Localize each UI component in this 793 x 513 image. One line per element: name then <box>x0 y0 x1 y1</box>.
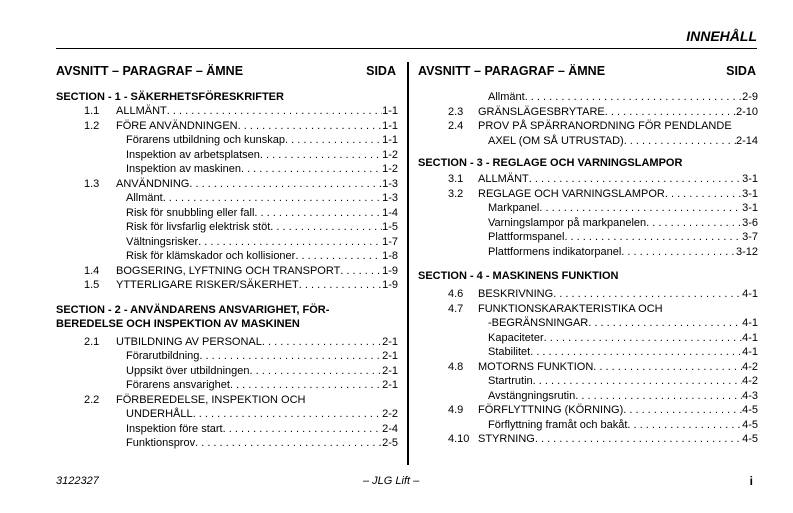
entry-title: Risk för snubbling eller fall <box>126 206 255 219</box>
toc-entry[interactable] <box>418 105 758 120</box>
toc-entry[interactable] <box>418 418 758 433</box>
page-title: INNEHÅLL <box>686 28 757 44</box>
toc-entry[interactable] <box>418 230 758 245</box>
entry-page: 1-2 <box>382 148 398 161</box>
dot-leader <box>250 364 383 379</box>
entry-page: 2-14 <box>735 134 758 147</box>
entry-title: Kapaciteter <box>488 331 544 344</box>
toc-entry[interactable] <box>418 432 758 447</box>
dot-leader <box>530 345 742 360</box>
entry-page: 1-7 <box>382 235 398 248</box>
dot-leader <box>241 162 382 177</box>
toc-entry[interactable] <box>418 201 758 216</box>
entry-title: GRÄNSLÄGESBRYTARE <box>478 105 605 118</box>
entry-page: 3-1 <box>742 187 758 200</box>
dot-leader <box>260 148 382 163</box>
dot-leader <box>544 331 742 346</box>
entry-number: 1.1 <box>84 105 100 117</box>
entry-title: Uppsikt över utbildningen <box>126 364 250 377</box>
entry-number <box>56 249 126 264</box>
dot-leader <box>223 422 382 437</box>
toc-entry[interactable] <box>56 278 398 293</box>
entry-number: 3.1 <box>448 173 464 185</box>
toc-entry-2-4-continued <box>418 134 758 149</box>
entry-page: 1-2 <box>382 163 398 175</box>
toc-entry[interactable] <box>56 422 398 437</box>
dot-leader <box>665 187 742 202</box>
entry-page: 4-5 <box>742 404 758 416</box>
entry-page: 1-4 <box>382 206 398 219</box>
dot-leader <box>627 418 742 433</box>
toc-entry[interactable] <box>418 134 758 149</box>
entry-page: 2-5 <box>382 437 398 449</box>
entry-title: Risk för livsfarlig elektrisk stöt <box>126 221 271 233</box>
dot-leader <box>535 432 742 447</box>
toc-entry[interactable] <box>56 206 398 221</box>
section-3-entries <box>418 172 758 259</box>
toc-entry[interactable] <box>418 374 758 389</box>
entry-page: 1-9 <box>382 279 398 291</box>
entry-number <box>418 230 488 245</box>
dot-leader <box>167 104 382 119</box>
entry-title: Varningslampor på markpanelen <box>488 216 647 229</box>
dot-leader <box>564 230 742 245</box>
toc-entry[interactable] <box>56 162 398 177</box>
entry-title: REGLAGE OCH VARNINGSLAMPOR <box>478 187 665 200</box>
header-rule <box>56 48 757 49</box>
section-3-title: SECTION - 3 - REGLAGE OCH VARNINGSLAMPOR <box>418 157 683 169</box>
entry-number <box>418 374 488 389</box>
entry-number <box>418 216 488 231</box>
entry-number: 2.4 <box>448 120 464 132</box>
entry-title: FÖRE ANVÄNDNINGEN <box>116 119 238 132</box>
toc-right-column <box>418 64 758 447</box>
entry-page: 4-2 <box>742 375 758 387</box>
toc-entry-4-7[interactable] <box>418 302 758 317</box>
entry-page: 4-1 <box>742 331 758 344</box>
entry-page: 1-1 <box>382 119 398 132</box>
footer-brand: – JLG Lift – <box>363 475 420 487</box>
entry-number <box>56 436 126 451</box>
section-2-entries-b <box>56 407 398 451</box>
entry-title: FUNKTIONSKARAKTERISTIKA OCH <box>478 302 663 315</box>
entry-title: Avstängningsrutin <box>488 389 576 402</box>
dot-leader <box>588 316 742 331</box>
entry-page: 4-3 <box>742 389 758 402</box>
toc-entry[interactable] <box>418 331 758 346</box>
entry-number: 4.10 <box>448 433 470 445</box>
dot-leader <box>199 349 382 364</box>
dot-leader <box>621 245 736 260</box>
dot-leader <box>238 119 382 134</box>
section-2-entries-a <box>56 335 398 393</box>
entry-number: 3.2 <box>448 187 464 200</box>
entry-title: STYRNING <box>478 433 535 445</box>
entry-title: Risk för klämskador och kollisioner <box>126 250 296 262</box>
entry-number <box>56 364 126 379</box>
entry-title: Inspektion av arbetsplatsen <box>126 148 260 161</box>
entry-page: 1-8 <box>382 250 398 262</box>
section-4-entries-a <box>418 287 758 302</box>
dot-leader <box>624 134 736 149</box>
entry-page: 2-9 <box>742 91 758 103</box>
toc-entry[interactable] <box>56 407 398 422</box>
toc-left-column <box>56 64 398 451</box>
entry-title: AXEL (OM SÅ UTRUSTAD) <box>488 134 624 147</box>
entry-title: Funktionsprov <box>126 437 196 449</box>
entry-title: FÖRFLYTTNING (KÖRNING) <box>478 404 624 416</box>
entry-number: 2.1 <box>84 335 100 348</box>
entry-title: Förarens ansvarighet <box>126 379 230 391</box>
entry-page: 3-12 <box>735 245 758 258</box>
dot-leader <box>189 177 382 192</box>
entry-number <box>56 162 126 177</box>
entry-number <box>56 349 126 364</box>
entry-title: Förarutbildning <box>126 350 200 362</box>
dot-leader <box>262 335 382 350</box>
entry-number <box>418 331 488 346</box>
entry-page: 3-1 <box>742 202 758 214</box>
entry-number <box>418 201 488 216</box>
section-1-title: SECTION - 1 - SÄKERHETSFÖRESKRIFTER <box>56 91 284 103</box>
dot-leader <box>254 206 382 221</box>
entry-number: 4.9 <box>448 404 464 416</box>
entry-page: 3-6 <box>742 216 758 229</box>
dot-leader <box>340 264 382 279</box>
entry-number: 1.5 <box>84 279 100 291</box>
dot-leader <box>605 105 736 120</box>
toc-entry[interactable] <box>56 335 398 350</box>
dot-leader <box>593 360 742 375</box>
heading-page-label: SIDA <box>366 64 396 78</box>
toc-entry[interactable] <box>56 220 398 235</box>
dot-leader <box>198 235 382 250</box>
section-2-title-line2: BEREDELSE OCH INSPEKTION AV MASKINEN <box>56 317 300 330</box>
toc-entry[interactable] <box>56 249 398 264</box>
toc-entry[interactable] <box>418 287 758 302</box>
entry-number <box>56 206 126 221</box>
entry-title: BOGSERING, LYFTNING OCH TRANSPORT <box>116 264 341 277</box>
entry-number <box>56 235 126 250</box>
entry-page: 2-2 <box>382 408 398 420</box>
entry-number: 4.8 <box>448 360 464 373</box>
document-number: 3122327 <box>56 475 99 487</box>
entry-number <box>418 134 488 149</box>
entry-title: ALLMÄNT <box>478 173 529 185</box>
entry-title: Allmänt <box>488 91 525 103</box>
entry-number <box>418 389 488 404</box>
entry-number <box>418 90 488 105</box>
entry-page: 4-5 <box>742 418 758 431</box>
entry-page: 4-1 <box>742 346 758 358</box>
entry-title: UNDERHÅLL <box>126 408 193 420</box>
section-1-entries <box>56 104 398 293</box>
entry-title: YTTERLIGARE RISKER/SÄKERHET <box>116 279 299 291</box>
entry-number <box>418 245 488 260</box>
entry-page: 4-2 <box>742 360 758 373</box>
entry-title: Förarens utbildning och kunskap <box>126 134 285 146</box>
toc-entry[interactable] <box>418 245 758 260</box>
toc-entry[interactable] <box>418 216 758 231</box>
dot-leader <box>539 201 742 216</box>
section-2-title-line1: SECTION - 2 - ANVÄNDARENS ANSVARIGHET, FÖR- <box>56 303 330 316</box>
entry-page: 2-1 <box>382 350 398 362</box>
entry-number: 2.2 <box>84 393 100 406</box>
entry-number: 1.2 <box>84 119 100 132</box>
heading-section-label: AVSNITT – PARAGRAF – ÄMNE <box>418 64 606 78</box>
section-2-continued-entries <box>418 90 758 119</box>
entry-page: 1-9 <box>382 264 398 277</box>
entry-number <box>56 378 126 393</box>
section-4-entries-b <box>418 316 758 447</box>
entry-page: 1-1 <box>382 105 398 117</box>
entry-number <box>56 407 126 422</box>
toc-entry[interactable] <box>56 104 398 119</box>
dot-leader <box>163 191 382 206</box>
entry-number <box>56 133 126 148</box>
dot-leader <box>533 374 742 389</box>
entry-page: 4-1 <box>742 317 758 329</box>
toc-entry[interactable] <box>56 119 398 134</box>
entry-title: Förflyttning framåt och bakåt <box>488 418 628 431</box>
dot-leader <box>529 172 742 187</box>
entry-number: 2.3 <box>448 105 464 118</box>
entry-number <box>418 418 488 433</box>
entry-title: ALLMÄNT <box>116 105 167 117</box>
entry-title: Vältningsrisker <box>126 235 199 248</box>
entry-page: 2-1 <box>382 364 398 377</box>
toc-entry-2-2[interactable] <box>56 393 398 408</box>
entry-page: 3-1 <box>742 173 758 185</box>
dot-leader <box>575 389 742 404</box>
entry-title: Stabilitet <box>488 346 531 358</box>
entry-title: Startrutin <box>488 375 533 387</box>
entry-title: ANVÄNDNING <box>116 177 190 190</box>
entry-page: 2-1 <box>382 379 398 391</box>
entry-number: 1.4 <box>84 264 100 277</box>
dot-leader <box>285 133 382 148</box>
toc-entry[interactable] <box>418 316 758 331</box>
entry-title: Inspektion före start <box>126 422 223 435</box>
entry-page: 2-10 <box>735 105 758 118</box>
entry-number <box>56 220 126 235</box>
entry-page: 1-3 <box>382 177 398 190</box>
dot-leader <box>525 90 742 105</box>
entry-title: Markpanel <box>488 202 540 214</box>
toc-entry[interactable] <box>418 389 758 404</box>
toc-entry[interactable] <box>56 378 398 393</box>
dot-leader <box>299 278 382 293</box>
entry-title: -BEGRÄNSNINGAR <box>488 317 589 329</box>
toc-entry[interactable] <box>418 172 758 187</box>
toc-entry[interactable] <box>418 403 758 418</box>
entry-title: BESKRIVNING <box>478 288 554 300</box>
toc-entry-2-4[interactable] <box>418 119 758 134</box>
toc-entry[interactable] <box>56 264 398 279</box>
entry-title: Allmänt <box>126 192 163 204</box>
toc-entry[interactable] <box>56 349 398 364</box>
dot-leader <box>195 436 382 451</box>
toc-entry[interactable] <box>418 345 758 360</box>
entry-page: 3-7 <box>742 231 758 243</box>
dot-leader <box>193 407 382 422</box>
column-divider <box>407 62 409 465</box>
section-4-title: SECTION - 4 - MASKINENS FUNKTION <box>418 270 619 282</box>
entry-number: 1.3 <box>84 177 100 190</box>
entry-page: 2-4 <box>382 422 398 435</box>
entry-number <box>56 422 126 437</box>
entry-number <box>418 316 488 331</box>
toc-entry[interactable] <box>418 360 758 375</box>
entry-title: MOTORNS FUNKTION <box>478 360 594 373</box>
entry-title: Plattformspanel <box>488 231 565 243</box>
entry-page: 1-3 <box>382 192 398 204</box>
entry-title: PROV PÅ SPÄRRANORDNING FÖR PENDLANDE <box>478 120 732 132</box>
entry-number <box>418 345 488 360</box>
entry-page: 4-1 <box>742 288 758 300</box>
toc-entry[interactable] <box>56 436 398 451</box>
toc-entry[interactable] <box>56 235 398 250</box>
entry-title: FÖRBEREDELSE, INSPEKTION OCH <box>116 393 306 406</box>
entry-number <box>56 191 126 206</box>
entry-number <box>56 148 126 163</box>
dot-leader <box>553 287 742 302</box>
toc-entry[interactable] <box>56 133 398 148</box>
heading-section-label: AVSNITT – PARAGRAF – ÄMNE <box>56 64 244 78</box>
column-heading <box>418 64 758 81</box>
dot-leader <box>646 216 742 231</box>
toc-entry[interactable] <box>56 364 398 379</box>
toc-entry[interactable] <box>56 177 398 192</box>
toc-entry[interactable] <box>418 187 758 202</box>
entry-number: 4.6 <box>448 288 464 300</box>
toc-entry[interactable] <box>56 191 398 206</box>
heading-page-label: SIDA <box>726 64 756 78</box>
entry-title: Inspektion av maskinen <box>126 163 241 175</box>
entry-page: 4-5 <box>742 433 758 445</box>
entry-title: UTBILDNING AV PERSONAL <box>116 335 262 348</box>
entry-number: 4.7 <box>448 302 464 315</box>
entry-page: 2-1 <box>382 335 398 348</box>
entry-title: Plattformens indikatorpanel <box>488 245 622 258</box>
dot-leader <box>270 220 382 235</box>
page-number: i <box>749 474 753 488</box>
column-heading <box>56 64 398 81</box>
dot-leader <box>295 249 382 264</box>
toc-entry[interactable] <box>56 148 398 163</box>
entry-page: 1-1 <box>382 134 398 146</box>
dot-leader <box>230 378 382 393</box>
entry-page: 1-5 <box>382 221 398 233</box>
toc-entry[interactable] <box>418 90 758 105</box>
dot-leader <box>623 403 742 418</box>
